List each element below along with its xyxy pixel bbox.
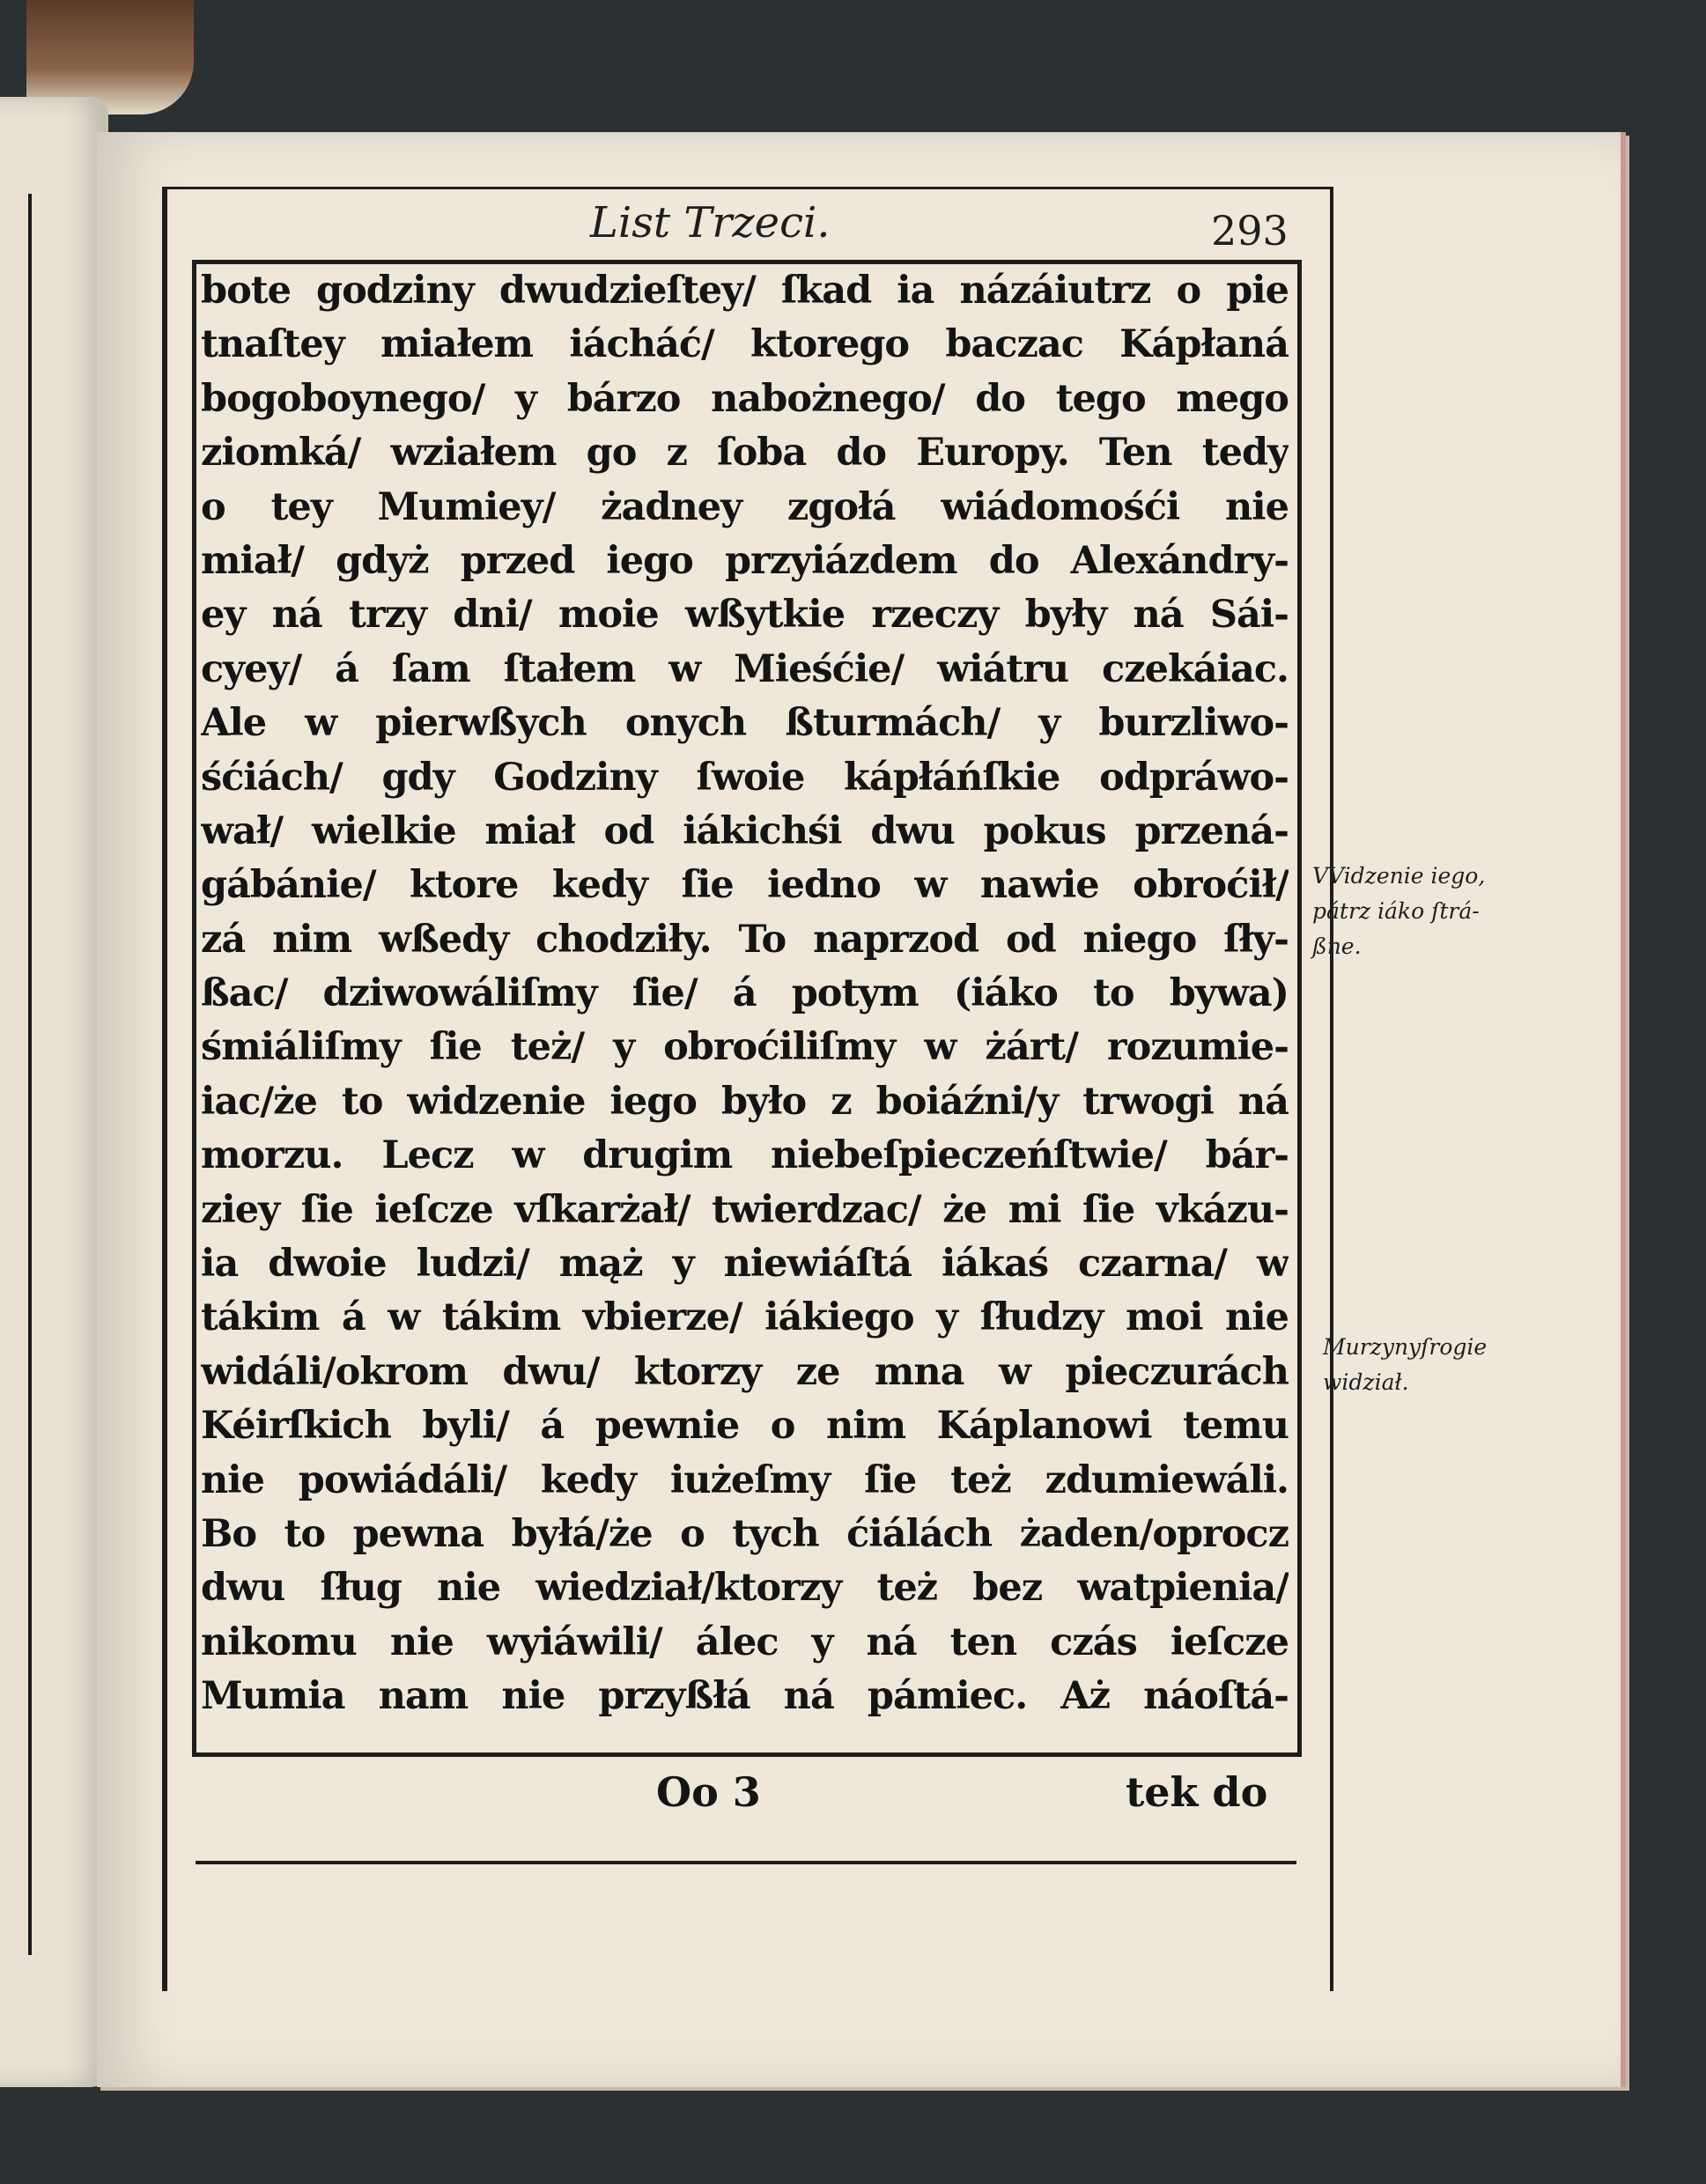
text-line: ia dwoie ludzi/ mąż y niewiáſtá iákaś czarna/ w: [201, 1242, 1289, 1287]
text-line: gábánie/ ktore kedy ſie iedno w nawie obroćił/: [201, 863, 1289, 908]
page-number: 293: [1211, 207, 1289, 255]
text-line: śmiáliſmy ſie też/ y obroćiliſmy w żárt/ rozumie-: [201, 1025, 1289, 1070]
text-line: ziey ſie ieſcze vſkarżał/ twierdzac/ że mi ſie vkázu-: [201, 1187, 1289, 1232]
margin-note-line: Murzynyſrogie: [1323, 1334, 1488, 1360]
catchword: tek do: [1126, 1768, 1268, 1816]
text-line: bote godziny dwudzieſtey/ ſkad ia názáiutrz o pie: [201, 269, 1289, 313]
text-line: ey ná trzy dni/ moie wßytkie rzeczy były ná Sái-: [201, 593, 1289, 638]
text-line: tákim á w tákim vbierze/ iákiego y ſłudzy moi nie: [201, 1295, 1289, 1340]
text-line: Bo to pewna byłá/że o tych ćiálách żaden/oprocz: [201, 1511, 1289, 1556]
margin-note-moors: [1323, 1330, 1487, 1400]
margin-note-line: VVidzenie iego,: [1312, 863, 1486, 889]
text-line: ßac/ dziwowáliſmy ſie/ á potym (iáko to bywa): [201, 971, 1289, 1016]
bottom-rule: [196, 1861, 1296, 1864]
text-line: wał/ wielkie miał od iákichśi dwu pokus przená-: [201, 808, 1289, 853]
text-line: bogoboynego/ y bárzo nabożnego/ do tego mego: [201, 376, 1289, 421]
text-line: morzu. Lecz w drugim niebeſpieczeńſtwie/ bár-: [201, 1133, 1289, 1178]
text-line: nie powiádáli/ kedy iużeſmy ſie też zdumiewáli.: [201, 1457, 1289, 1502]
margin-note-line: ßne.: [1312, 933, 1362, 959]
text-line: iac/że to widzenie iego było z boiáźni/y trwogi ná: [201, 1079, 1289, 1124]
text-line: nikomu nie wyiáwili/ álec y ná ten czás ieſcze: [201, 1620, 1289, 1664]
text-line: o tey Mumiey/ żadney zgołá wiádomośći nie: [201, 484, 1289, 529]
text-line: widáli/okrom dwu/ ktorzy ze mna w pieczurách: [201, 1349, 1289, 1394]
text-line: śćiách/ gdy Godziny ſwoie kápłáńſkie odpráwo-: [201, 755, 1289, 800]
text-line: miał/ gdyż przed iego przyiázdem do Alexándry-: [201, 538, 1289, 583]
facing-page-edge: [0, 97, 108, 2087]
text-line: Kéirſkich byli/ á pewnie o nim Káplanowi temu: [201, 1404, 1289, 1449]
margin-note-line: widział.: [1323, 1369, 1409, 1395]
text-line: cyey/ á ſam ſtałem w Mieśćie/ wiátru czekáiac.: [201, 646, 1289, 691]
margin-note-vision: [1312, 859, 1485, 964]
text-line: tnaſtey miałem iácháć/ ktorego baczac Kápłaná: [201, 322, 1289, 367]
running-head: List Trzeci.: [590, 198, 831, 247]
signature-mark: Oo 3: [656, 1768, 761, 1816]
text-line: zá nim wßedy chodziły. To naprzod od niego ſły-: [201, 917, 1289, 962]
text-line: Mumia nam nie przyßłá ná pámiec. Aż náoſtá-: [201, 1674, 1289, 1719]
body-text: [201, 264, 1289, 1724]
text-line: Ale w pierwßych onych ßturmách/ y burzliwo-: [201, 701, 1289, 746]
text-line: ziomká/ wziałem go z ſoba do Europy. Ten tedy: [201, 431, 1289, 476]
facing-page-rule: [28, 194, 32, 1955]
text-line: dwu ſług nie wiedział/ktorzy też bez watpienia/: [201, 1566, 1289, 1611]
margin-note-line: pátrz iáko ſtrá-: [1312, 898, 1480, 924]
